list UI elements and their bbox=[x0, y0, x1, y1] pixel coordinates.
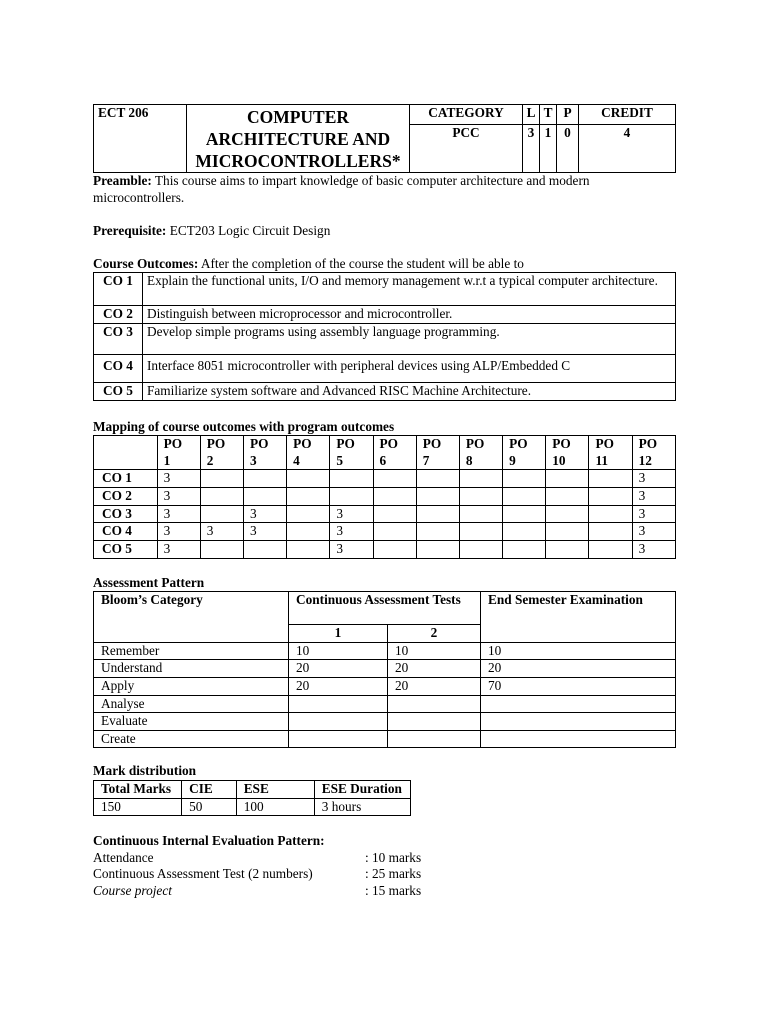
mapping-cell bbox=[287, 470, 330, 488]
po-header: PO 4 bbox=[287, 436, 330, 470]
p-value: 0 bbox=[557, 124, 579, 172]
mapping-cell bbox=[330, 488, 373, 506]
mapping-cell bbox=[459, 540, 502, 558]
assessment-t2-cell bbox=[388, 695, 481, 713]
ese-header: ESE bbox=[236, 781, 314, 799]
mapping-cell bbox=[503, 505, 546, 523]
mapping-cell bbox=[546, 488, 589, 506]
mapping-cell bbox=[503, 488, 546, 506]
course-title-line-1: COMPUTER bbox=[246, 107, 350, 127]
table-row bbox=[94, 730, 676, 748]
mapping-co-label: CO 4 bbox=[94, 523, 158, 541]
assessment-t1-cell bbox=[289, 695, 388, 713]
assessment-t1-cell bbox=[289, 730, 388, 748]
mapping-cell bbox=[243, 540, 286, 558]
mapping-cell bbox=[589, 540, 632, 558]
cie-row-attendance bbox=[93, 850, 676, 867]
mapping-cell: 3 bbox=[632, 470, 675, 488]
mapping-cell bbox=[373, 540, 416, 558]
po-header: PO 2 bbox=[200, 436, 243, 470]
end-semester-header: End Semester Examination bbox=[481, 592, 676, 643]
cie-row-cat bbox=[93, 866, 676, 883]
assessment-end-cell bbox=[481, 695, 676, 713]
po-header: PO 9 bbox=[503, 436, 546, 470]
assessment-category-cell: Apply bbox=[94, 677, 289, 695]
mapping-cell bbox=[546, 505, 589, 523]
table-row bbox=[94, 660, 676, 678]
mapping-cell bbox=[416, 540, 459, 558]
table-row bbox=[94, 642, 676, 660]
mapping-cell bbox=[416, 470, 459, 488]
credit-label: CREDIT bbox=[579, 105, 676, 125]
assessment-end-cell bbox=[481, 713, 676, 731]
mapping-co-label: CO 1 bbox=[94, 470, 158, 488]
mapping-cell bbox=[459, 470, 502, 488]
mapping-cell: 3 bbox=[330, 540, 373, 558]
category-value: PCC bbox=[410, 124, 523, 172]
mapping-cell bbox=[503, 540, 546, 558]
mapping-cell bbox=[287, 540, 330, 558]
mapping-cell bbox=[589, 505, 632, 523]
mapping-cell: 3 bbox=[243, 523, 286, 541]
co-text: Explain the functional units, I/O and memory management w.r.t a typical computer architecture. bbox=[143, 273, 676, 306]
assessment-category-cell: Analyse bbox=[94, 695, 289, 713]
mapping-cell bbox=[503, 523, 546, 541]
assessment-category-cell: Create bbox=[94, 730, 289, 748]
mapping-cell: 3 bbox=[632, 505, 675, 523]
prerequisite-text: ECT203 Logic Circuit Design bbox=[166, 223, 331, 239]
table-row bbox=[94, 383, 676, 401]
table-row bbox=[94, 540, 676, 558]
cat-1-header: 1 bbox=[289, 625, 388, 643]
co-code: CO 1 bbox=[94, 273, 143, 306]
co-code: CO 5 bbox=[94, 383, 143, 401]
assessment-t2-cell bbox=[388, 713, 481, 731]
assessment-t2-cell: 10 bbox=[388, 642, 481, 660]
assessment-header-row bbox=[94, 592, 676, 625]
blooms-category-header: Bloom’s Category bbox=[94, 592, 289, 643]
po-header: PO 3 bbox=[243, 436, 286, 470]
mapping-cell bbox=[200, 470, 243, 488]
table-row bbox=[94, 273, 676, 306]
t-label: T bbox=[540, 105, 557, 125]
co-text: Develop simple programs using assembly language programming. bbox=[143, 324, 676, 355]
mapping-table bbox=[93, 435, 676, 558]
course-outcomes-text: After the completion of the course the student will be able to bbox=[198, 255, 524, 271]
mapping-cell bbox=[459, 523, 502, 541]
credit-value: 4 bbox=[579, 124, 676, 172]
preamble bbox=[93, 173, 676, 206]
assessment-t2-cell: 20 bbox=[388, 677, 481, 695]
mapping-cell bbox=[546, 540, 589, 558]
prerequisite bbox=[93, 223, 676, 240]
co-text: Familiarize system software and Advanced RISC Machine Architecture. bbox=[143, 383, 676, 401]
ese-duration-header: ESE Duration bbox=[314, 781, 410, 799]
table-row bbox=[94, 470, 676, 488]
assessment-body bbox=[94, 642, 676, 748]
cie-value: 50 bbox=[182, 798, 237, 816]
mapping-cell: 3 bbox=[632, 540, 675, 558]
mapping-cell bbox=[243, 470, 286, 488]
po-header: PO 7 bbox=[416, 436, 459, 470]
mapping-cell bbox=[200, 505, 243, 523]
mapping-cell: 3 bbox=[330, 505, 373, 523]
syllabus-page bbox=[93, 104, 676, 900]
table-row bbox=[94, 505, 676, 523]
mapping-body bbox=[94, 470, 676, 558]
po-header: PO 11 bbox=[589, 436, 632, 470]
category-label: CATEGORY bbox=[410, 105, 523, 125]
cie-value: : 10 marks bbox=[365, 849, 422, 865]
table-row bbox=[94, 324, 676, 355]
marks-table bbox=[93, 780, 411, 816]
cie-header: CIE bbox=[182, 781, 237, 799]
course-title bbox=[187, 105, 410, 173]
mapping-cell bbox=[416, 523, 459, 541]
mapping-cell: 3 bbox=[157, 523, 200, 541]
mapping-header-row bbox=[94, 436, 676, 470]
co-code: CO 2 bbox=[94, 306, 143, 324]
mapping-cell bbox=[287, 488, 330, 506]
assessment-category-cell: Evaluate bbox=[94, 713, 289, 731]
co-text: Interface 8051 microcontroller with peripheral devices using ALP/Embedded C bbox=[143, 355, 676, 383]
table-row bbox=[94, 523, 676, 541]
assessment-t2-cell: 20 bbox=[388, 660, 481, 678]
table-row bbox=[94, 488, 676, 506]
mapping-cell bbox=[546, 523, 589, 541]
mapping-cell: 3 bbox=[243, 505, 286, 523]
mapping-cell bbox=[589, 523, 632, 541]
mapping-cell: 3 bbox=[157, 505, 200, 523]
mapping-corner-cell bbox=[94, 436, 158, 470]
marks-value-row bbox=[94, 798, 411, 816]
course-code: ECT 206 bbox=[94, 105, 187, 173]
cie-value: : 25 marks bbox=[365, 866, 422, 882]
mapping-cell bbox=[330, 470, 373, 488]
course-title-line-2: ARCHITECTURE AND bbox=[205, 129, 391, 149]
mapping-cell: 3 bbox=[330, 523, 373, 541]
preamble-text: This course aims to impart knowledge of basic computer architecture and modern microcontrollers. bbox=[93, 173, 590, 205]
mapping-co-label: CO 3 bbox=[94, 505, 158, 523]
total-marks-value: 150 bbox=[94, 798, 182, 816]
po-header: PO 12 bbox=[632, 436, 675, 470]
cat-2-header: 2 bbox=[388, 625, 481, 643]
mapping-cell bbox=[200, 540, 243, 558]
co-code: CO 4 bbox=[94, 355, 143, 383]
l-value: 3 bbox=[523, 124, 540, 172]
table-row bbox=[94, 355, 676, 383]
course-outcomes-label: Course Outcomes: bbox=[93, 255, 199, 271]
mapping-title: Mapping of course outcomes with program outcomes bbox=[93, 418, 395, 434]
cie-label: Attendance bbox=[93, 849, 154, 865]
cie-label: Course project bbox=[93, 883, 172, 899]
mapping-cell bbox=[200, 488, 243, 506]
mapping-cell bbox=[243, 488, 286, 506]
total-marks-header: Total Marks bbox=[94, 781, 182, 799]
mapping-cell bbox=[459, 488, 502, 506]
course-header-table bbox=[93, 104, 676, 173]
mapping-co-label: CO 2 bbox=[94, 488, 158, 506]
assessment-title: Assessment Pattern bbox=[93, 574, 205, 590]
assessment-t1-cell: 10 bbox=[289, 642, 388, 660]
mapping-cell bbox=[373, 505, 416, 523]
mapping-cell: 3 bbox=[157, 540, 200, 558]
ese-duration-value: 3 hours bbox=[314, 798, 410, 816]
mapping-cell: 3 bbox=[632, 523, 675, 541]
mapping-cell: 3 bbox=[157, 488, 200, 506]
co-code: CO 3 bbox=[94, 324, 143, 355]
mapping-cell: 3 bbox=[632, 488, 675, 506]
l-label: L bbox=[523, 105, 540, 125]
mapping-cell bbox=[546, 470, 589, 488]
preamble-label: Preamble: bbox=[93, 173, 152, 188]
prerequisite-label: Prerequisite: bbox=[93, 223, 167, 239]
mapping-cell bbox=[373, 470, 416, 488]
co-text: Distinguish between microprocessor and microcontroller. bbox=[143, 306, 676, 324]
assessment-t1-cell: 20 bbox=[289, 660, 388, 678]
mapping-cell bbox=[287, 505, 330, 523]
course-title-line-3: MICROCONTROLLERS* bbox=[195, 151, 401, 171]
assessment-end-cell: 20 bbox=[481, 660, 676, 678]
assessment-end-cell bbox=[481, 730, 676, 748]
assessment-t1-cell: 20 bbox=[289, 677, 388, 695]
assessment-category-cell: Understand bbox=[94, 660, 289, 678]
ese-value: 100 bbox=[236, 798, 314, 816]
po-header: PO 1 bbox=[157, 436, 200, 470]
assessment-t1-cell bbox=[289, 713, 388, 731]
mapping-cell bbox=[373, 523, 416, 541]
mapping-co-label: CO 5 bbox=[94, 540, 158, 558]
cat-header: Continuous Assessment Tests bbox=[289, 592, 481, 625]
mapping-cell bbox=[503, 470, 546, 488]
po-header: PO 8 bbox=[459, 436, 502, 470]
assessment-end-cell: 10 bbox=[481, 642, 676, 660]
course-outcomes-table bbox=[93, 272, 676, 400]
marks-header-row bbox=[94, 781, 411, 799]
mapping-cell bbox=[589, 470, 632, 488]
mapping-cell bbox=[373, 488, 416, 506]
cie-row-project bbox=[93, 883, 676, 900]
po-header: PO 5 bbox=[330, 436, 373, 470]
mapping-cell bbox=[416, 488, 459, 506]
mapping-cell bbox=[416, 505, 459, 523]
mapping-cell: 3 bbox=[200, 523, 243, 541]
po-header: PO 10 bbox=[546, 436, 589, 470]
assessment-end-cell: 70 bbox=[481, 677, 676, 695]
p-label: P bbox=[557, 105, 579, 125]
assessment-category-cell: Remember bbox=[94, 642, 289, 660]
cie-title: Continuous Internal Evaluation Pattern: bbox=[93, 833, 325, 849]
mapping-cell bbox=[459, 505, 502, 523]
table-row bbox=[94, 306, 676, 324]
table-row bbox=[94, 713, 676, 731]
po-header: PO 6 bbox=[373, 436, 416, 470]
table-row bbox=[94, 695, 676, 713]
cie-value: : 15 marks bbox=[365, 883, 422, 899]
course-outcomes-intro bbox=[93, 256, 676, 273]
table-row bbox=[94, 677, 676, 695]
cie-label: Continuous Assessment Test (2 numbers) bbox=[93, 866, 313, 882]
assessment-table bbox=[93, 591, 676, 748]
mapping-cell bbox=[589, 488, 632, 506]
assessment-t2-cell bbox=[388, 730, 481, 748]
mapping-cell: 3 bbox=[157, 470, 200, 488]
mapping-cell bbox=[287, 523, 330, 541]
t-value: 1 bbox=[540, 124, 557, 172]
marks-title: Mark distribution bbox=[93, 763, 197, 779]
